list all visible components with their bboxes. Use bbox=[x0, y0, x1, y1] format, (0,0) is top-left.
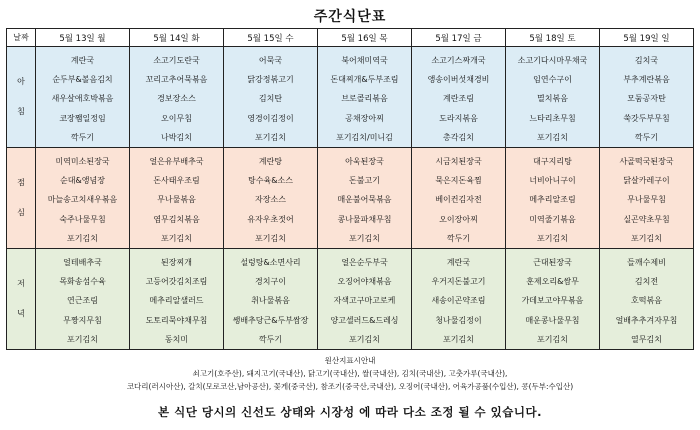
menu-item: 순두부&볼음김치 bbox=[52, 75, 113, 85]
menu-item: 대구지리탕 bbox=[533, 157, 572, 166]
menu-item: 청나물김정이 bbox=[435, 315, 482, 325]
meal-label-bottom: 침 bbox=[17, 107, 25, 116]
menu-cell bbox=[506, 47, 600, 148]
menu-item: 돈불고기 bbox=[349, 176, 380, 186]
menu-item: 베이컨김자전 bbox=[435, 195, 482, 205]
meal-label-top: 아 bbox=[17, 77, 25, 86]
menu-item: 김치국 bbox=[634, 56, 659, 65]
menu-item: 김치탄 bbox=[258, 94, 283, 104]
menu-item: 도라지볶음 bbox=[439, 113, 478, 123]
menu-cell bbox=[318, 148, 412, 249]
menu-item: 유자우초젓어 bbox=[247, 214, 294, 224]
menu-item: 실곤약초무침 bbox=[623, 214, 670, 224]
day-header: 5월 17일 금 bbox=[412, 29, 506, 47]
breakfast-row bbox=[7, 47, 694, 148]
menu-item: 포기김치 bbox=[67, 233, 98, 243]
menu-item: 돈대찌개&두부조림 bbox=[330, 75, 399, 85]
menu-item: 총각김치 bbox=[443, 132, 474, 142]
lunch-row bbox=[7, 148, 694, 249]
menu-cell bbox=[506, 248, 600, 349]
day-header: 5월 16일 목 bbox=[318, 29, 412, 47]
menu-item: 돈사태우조림 bbox=[153, 176, 200, 186]
menu-cell bbox=[224, 248, 318, 349]
menu-item: 가데보고야무볶음 bbox=[521, 296, 584, 306]
menu-item: 아욱된장국 bbox=[345, 157, 384, 166]
menu-item: 오이무침 bbox=[161, 113, 192, 123]
menu-item: 무나물무침 bbox=[627, 195, 666, 205]
origin-title: 원산지표시안내 bbox=[324, 356, 376, 365]
menu-item: 계란국 bbox=[70, 56, 95, 65]
menu-cell bbox=[36, 47, 130, 148]
menu-item: 무나물볶음 bbox=[157, 195, 196, 205]
menu-item: 연근조림 bbox=[67, 296, 98, 306]
meal-label-top: 저 bbox=[17, 278, 25, 288]
day-header: 5월 15일 수 bbox=[224, 29, 318, 47]
menu-item: 근대된장국 bbox=[533, 257, 572, 267]
menu-item: 미역미소된장국 bbox=[55, 157, 110, 166]
menu-item: 목화송섬수육 bbox=[59, 277, 106, 287]
menu-cell bbox=[36, 148, 130, 249]
menu-cell bbox=[600, 248, 694, 349]
menu-item: 쑥갓두부무침 bbox=[623, 113, 670, 123]
menu-item: 메추리알샐러드 bbox=[149, 296, 204, 306]
menu-item: 계란탕 bbox=[258, 157, 283, 166]
menu-item: 닭살카레구이 bbox=[623, 176, 670, 186]
meal-label-bottom: 심 bbox=[17, 207, 25, 217]
menu-item: 포기김치 bbox=[349, 233, 380, 243]
menu-item: 마늘송고치새우볶음 bbox=[47, 195, 118, 205]
menu-item: 쌩배추당근&두부쌈장 bbox=[232, 315, 309, 325]
day-header: 5월 14일 화 bbox=[130, 29, 224, 47]
menu-item: 얼은유부배추국 bbox=[149, 157, 204, 166]
menu-item: 브로콜리볶음 bbox=[341, 94, 388, 104]
notice-text: 본 식단 당시의 신선도 상태와 시장성 에 따라 다소 조정 될 수 있습니다. bbox=[158, 405, 542, 419]
menu-item: 매운콩나물무침 bbox=[525, 315, 580, 325]
menu-item: 포기김치 bbox=[537, 233, 568, 243]
menu-cell bbox=[318, 248, 412, 349]
menu-item: 순대&앵념장 bbox=[60, 176, 105, 186]
menu-item: 포기김치 bbox=[67, 334, 98, 344]
menu-item: 김치전 bbox=[634, 277, 659, 287]
origin-line: 쇠고기(호주산), 돼지고기(국내산), 닭고기(국내산), 쌀(국내산), 김치(국내산), 고춧가루(국내산), bbox=[192, 369, 508, 378]
menu-item: 새송이곤약조림 bbox=[431, 296, 486, 306]
day-header: 5월 18일 토 bbox=[506, 29, 600, 47]
menu-item: 얼은순두부국 bbox=[341, 257, 388, 267]
menu-item: 포기김치 bbox=[631, 233, 662, 243]
menu-cell bbox=[130, 148, 224, 249]
menu-item: 묵은지돈육찜 bbox=[435, 176, 482, 186]
menu-item: 된장찌개 bbox=[161, 257, 192, 267]
date-corner-label: 날짜 bbox=[7, 29, 36, 47]
menu-item: 깍두기 bbox=[70, 132, 95, 142]
menu-item: 동치미 bbox=[164, 334, 189, 344]
menu-item: 열무김치 bbox=[631, 334, 662, 344]
menu-item: 들깨수제비 bbox=[627, 257, 666, 267]
dinner-row bbox=[7, 248, 694, 349]
menu-item: 미역줄기볶음 bbox=[529, 214, 576, 224]
menu-item: 나박김치 bbox=[161, 132, 192, 142]
menu-item: 공채장아찌 bbox=[345, 113, 384, 123]
menu-item: 포기김치 bbox=[349, 334, 380, 344]
menu-item: 깍두기 bbox=[446, 233, 471, 243]
meal-label bbox=[7, 47, 36, 148]
menu-item: 북어채미역국 bbox=[341, 56, 388, 65]
menu-item: 훈제오리&쌈무 bbox=[526, 277, 579, 287]
menu-cell bbox=[224, 148, 318, 249]
menu-cell bbox=[412, 148, 506, 249]
menu-item: 사골떡국된장국 bbox=[619, 157, 674, 166]
origin-line: 코다리(러시아산), 갈치(모로코산,남아공산), 꽃게(중국산), 참조기(중국산,국내산), 오징어(국내산), 어육가공품(수입산), 콩(두부:수입산) bbox=[126, 382, 574, 391]
menu-item: 얼배추추겨자무침 bbox=[615, 315, 678, 325]
menu-item: 영경이김정이 bbox=[247, 113, 294, 123]
meal-label-bottom: 녁 bbox=[17, 308, 25, 318]
day-header: 5월 13일 월 bbox=[36, 29, 130, 47]
menu-item: 시금치된장국 bbox=[435, 157, 482, 166]
menu-item: 오이장아찌 bbox=[439, 214, 478, 224]
menu-item: 오징어야채볶음 bbox=[337, 277, 392, 287]
menu-cell bbox=[600, 47, 694, 148]
menu-item: 숙주나물무침 bbox=[59, 214, 106, 224]
menu-item: 매운불어묵볶음 bbox=[337, 195, 392, 205]
menu-item: 메추리알조림 bbox=[529, 195, 576, 205]
menu-item: 꼬리고추어묵볶음 bbox=[145, 75, 208, 85]
menu-item: 포기김치 bbox=[443, 334, 474, 344]
menu-item: 고등어갓김치조림 bbox=[145, 277, 208, 287]
menu-item: 소고기스짜개국 bbox=[431, 56, 486, 65]
menu-item: 경치구이 bbox=[255, 277, 286, 287]
origin-info bbox=[6, 354, 694, 393]
menu-item: 콩나물파채무침 bbox=[337, 214, 392, 224]
menu-item: 호떡볶음 bbox=[631, 296, 662, 306]
menu-item: 취나물볶음 bbox=[251, 296, 290, 306]
menu-item: 포기김치/미니김 bbox=[336, 132, 393, 142]
menu-item: 포기김치 bbox=[537, 132, 568, 142]
menu-cell bbox=[412, 248, 506, 349]
header-row bbox=[7, 29, 694, 47]
menu-item: 코장쨈일정임 bbox=[59, 113, 106, 123]
menu-item: 너비아니구이 bbox=[529, 176, 576, 186]
menu-cell bbox=[600, 148, 694, 249]
menu-item: 모둠공자탄 bbox=[627, 94, 666, 104]
menu-item: 느타리초무침 bbox=[529, 113, 576, 123]
menu-item: 멸치볶음 bbox=[537, 94, 568, 104]
menu-item: 깍두기 bbox=[634, 132, 659, 142]
menu-item: 포기김치 bbox=[537, 334, 568, 344]
meal-label bbox=[7, 248, 36, 349]
menu-cell bbox=[318, 47, 412, 148]
menu-item: 어묵국 bbox=[258, 56, 283, 65]
menu-item: 우거지돈불고기 bbox=[431, 277, 486, 287]
menu-item: 포기김치 bbox=[161, 233, 192, 243]
menu-item: 닭강정볶고기 bbox=[247, 75, 294, 85]
menu-item: 양고셀러드&드레싱 bbox=[330, 315, 399, 325]
menu-item: 깍두기 bbox=[258, 334, 283, 344]
day-header: 5월 19일 일 bbox=[600, 29, 694, 47]
menu-item: 새우살애호박볶음 bbox=[51, 94, 114, 104]
menu-item: 소고기다시마무채국 bbox=[517, 56, 588, 65]
menu-item: 앵송이버섯채경비 bbox=[427, 75, 490, 85]
menu-cell bbox=[130, 47, 224, 148]
page-title: 주간식단표 bbox=[313, 9, 387, 25]
menu-item: 무짱지무침 bbox=[63, 315, 102, 325]
menu-item: 포기김치 bbox=[255, 233, 286, 243]
meal-label bbox=[7, 148, 36, 249]
menu-item: 경보장소스 bbox=[157, 94, 196, 104]
menu-cell bbox=[130, 248, 224, 349]
menu-item: 포기김치 bbox=[255, 132, 286, 142]
menu-item: 도토리묵야채무침 bbox=[145, 315, 208, 325]
meal-label-top: 점 bbox=[17, 177, 25, 187]
menu-item: 계란국 bbox=[446, 257, 471, 267]
menu-item: 부추계란볶음 bbox=[623, 75, 670, 85]
menu-item: 탕수육&소스 bbox=[248, 176, 293, 186]
menu-cell bbox=[506, 148, 600, 249]
menu-item: 설렁탕&소면사리 bbox=[240, 257, 301, 267]
menu-item: 임연수구이 bbox=[533, 75, 572, 85]
menu-cell bbox=[36, 248, 130, 349]
menu-item: 얼테배추국 bbox=[63, 257, 102, 267]
menu-item: 계란조림 bbox=[443, 94, 474, 104]
menu-item: 염무김치볶음 bbox=[153, 214, 200, 224]
menu-item: 자색고구마고로케 bbox=[333, 296, 396, 306]
menu-item: 소고기도란국 bbox=[153, 56, 200, 65]
menu-cell bbox=[224, 47, 318, 148]
weekly-menu-table bbox=[6, 28, 694, 350]
menu-item: 자장소스 bbox=[255, 195, 286, 205]
menu-cell bbox=[412, 47, 506, 148]
